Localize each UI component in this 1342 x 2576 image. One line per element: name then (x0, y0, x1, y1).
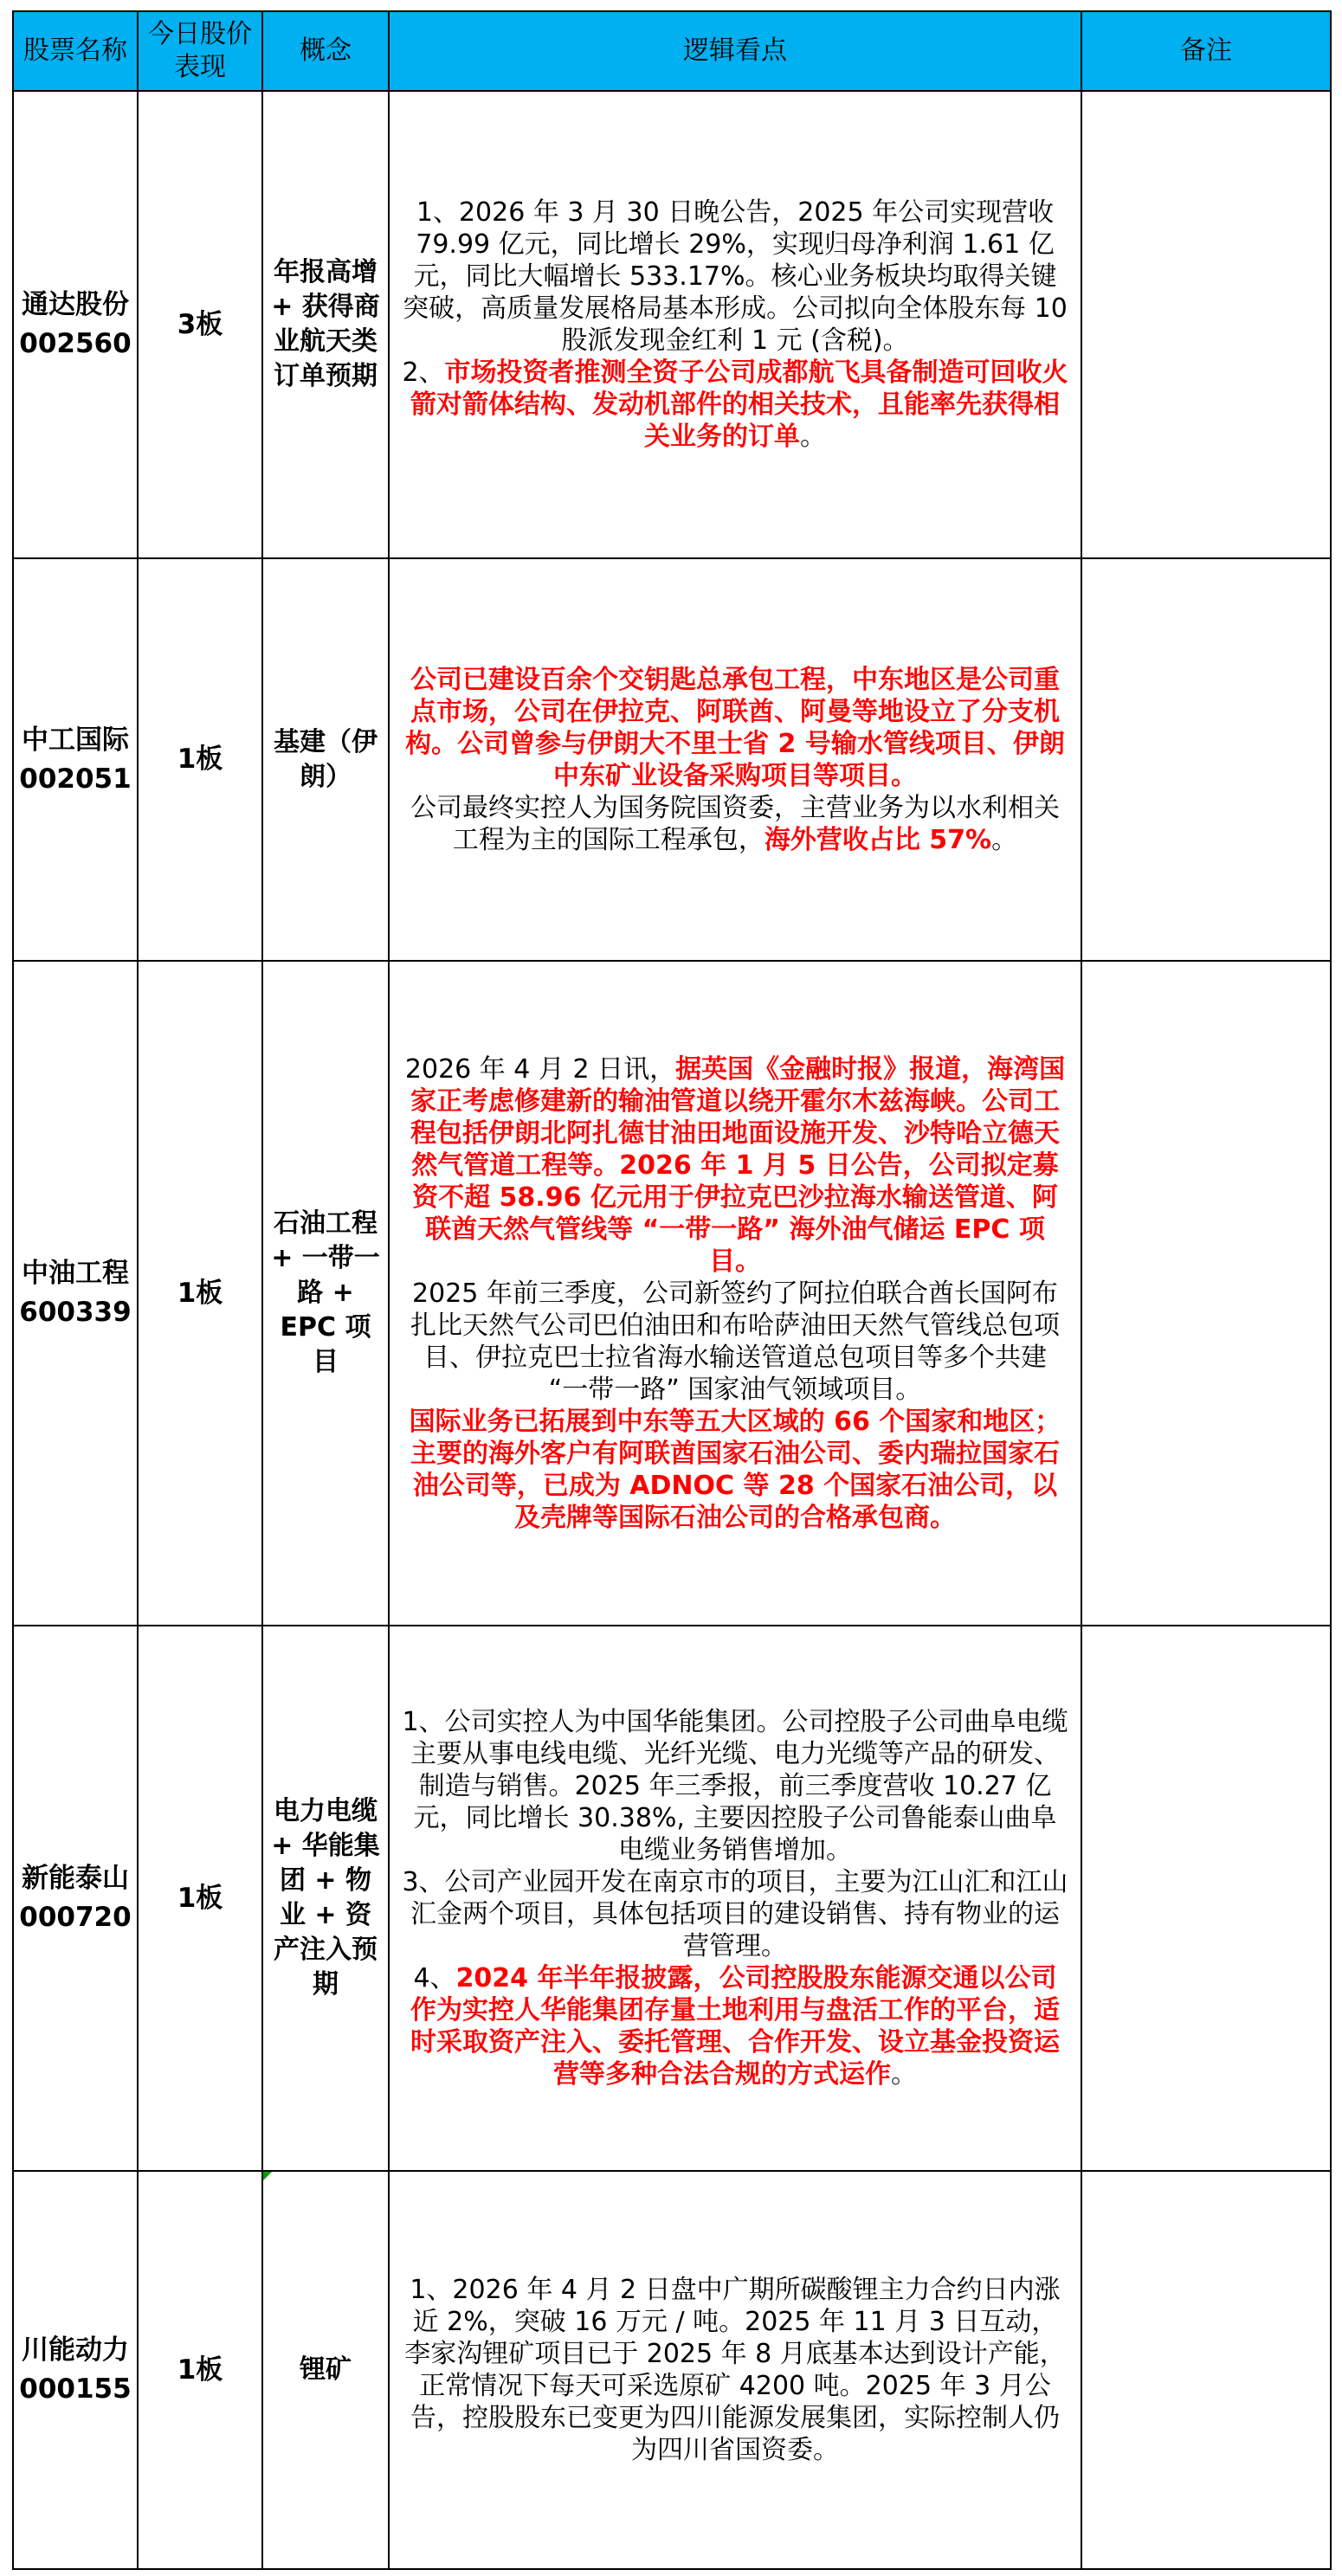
logic-text (389, 961, 1081, 1626)
highlight-text: 2024 年半年报披露，公司控股股东能源交通以公司作为实控人华能集团存量土地利用与盘活工作的平台，适时采取资产注入、委托管理、合作开发、设立基金投资运营等多种合法合规的方式运作 (410, 1963, 1060, 2090)
note (1081, 961, 1331, 1626)
concept-text: 锂矿 (300, 2354, 352, 2385)
stock-name-cell (13, 961, 138, 1626)
stock-code: 002560 (19, 328, 132, 359)
table-row (13, 2171, 1331, 2569)
header-stock-name: 股票名称 (13, 11, 138, 91)
logic-segment: 。 (800, 422, 826, 452)
note (1081, 558, 1331, 961)
logic-segment: 1、2026 年 3 月 30 日晚公告，2025 年公司实现营收 79.99 亿元，同比增长 29%，实现归母净利润 1.61 亿元，同比大幅增长 533.17%。核心业务板块均取得关键突破，高质量发展格局基本形成。公司拟向全体股东每 10 股派发现金红利 1 元 (含税)。 (403, 197, 1068, 356)
logic-segment: 2026 年 4 月 2 日讯， (404, 1053, 676, 1085)
table-row (13, 91, 1331, 558)
logic-segment: 4、 (413, 1963, 456, 1993)
logic-text (389, 91, 1081, 558)
stock-code: 000155 (19, 2373, 132, 2405)
header-logic: 逻辑看点 (389, 11, 1081, 91)
note (1081, 1626, 1331, 2171)
header-concept: 概念 (262, 11, 389, 91)
logic-segment: 3、公司产业园开发在南京市的项目，主要为江山汇和江山汇金两个项目，具体包括项目的建设销售、持有物业的运营管理。 (402, 1867, 1068, 1961)
cell-comment-marker (263, 2172, 272, 2180)
header-row (13, 11, 1331, 91)
stock-table (12, 10, 1332, 2570)
stock-table-container (12, 10, 1330, 2570)
logic-segment: 2025 年前三季度，公司新签约了阿拉伯联合酋长国阿布扎比天然气公司巴伯油田和布哈萨油田天然气管线总包项目、伊拉克巴士拉省海水输送管道总包项目等多个共建 “一带一路” 国家油气领域项目。 (410, 1278, 1060, 1405)
logic-segment: 1、2026 年 4 月 2 日盘中广期所碳酸锂主力合约日内涨近 2%，突破 16 万元 / 吨。2025 年 11 月 3 日互动，李家沟锂矿项目已于 2025 年 8 月底基本达到设计产能，正常情况下每天可采选原矿 4200 吨。2025 年 3 月公告，控股股东已变更为四川能源发展集团，实际控制人仍为四川省国资委。 (404, 2275, 1066, 2465)
logic-segment: 。 (991, 824, 1018, 855)
logic-segment: 1、公司实控人为中国华能集团。公司控股子公司曲阜电缆主要从事电线电缆、光纤光缆、电力光缆等产品的研发、制造与销售。2025 年三季报，前三季度营收 10.27 亿元，同比增长 30.38%, 主要因控股子公司鲁能泰山曲阜电缆业务销售增加。 (402, 1707, 1068, 1865)
table-row (13, 961, 1331, 1626)
logic-text (389, 2171, 1081, 2569)
stock-name: 中工国际 (22, 724, 129, 756)
highlight-text: 据英国《金融时报》报道，海湾国家正考虑修建新的输油管道以绕开霍尔木兹海峡。公司工程包括伊朗北阿扎德甘油田地面设施开发、沙特哈立德天然气管道工程等。2026 年 1 月 5 日公告，公司拟定募资不超 58.96 亿元用于伊拉克巴沙拉海水输送管道、阿联酋天然气管线等 “一带一路” 海外油气储运 EPC 项目。 (410, 1053, 1066, 1277)
stock-code: 002051 (19, 763, 132, 795)
concept (262, 2171, 389, 2569)
header-price-performance: 今日股价表现 (138, 11, 262, 91)
concept: 年报高增 + 获得商业航天类订单预期 (262, 91, 389, 558)
highlight-text: 市场投资者推测全资子公司成都航飞具备制造可回收火箭对箭体结构、发动机部件的相关技术，且能率先获得相关业务的订单 (410, 357, 1068, 452)
stock-code: 000720 (19, 1902, 132, 1933)
logic-text (389, 558, 1081, 961)
note (1081, 91, 1331, 558)
header-note: 备注 (1081, 11, 1331, 91)
price-performance: 1板 (138, 2171, 262, 2569)
logic-segment: 公司最终实控人为国务院国资委，主营业务为以水利相关工程为主的国际工程承包， (410, 792, 1060, 855)
logic-text (389, 1626, 1081, 2171)
highlight-text: 海外营收占比 57% (764, 824, 992, 855)
stock-name-cell (13, 1626, 138, 2171)
concept: 石油工程 + 一带一路 + EPC 项目 (262, 961, 389, 1626)
table-row (13, 558, 1331, 961)
price-performance: 1板 (138, 1626, 262, 2171)
logic-segment: 2、 (402, 357, 445, 388)
table-row (13, 1626, 1331, 2171)
stock-name: 川能动力 (22, 2334, 129, 2366)
stock-name: 通达股份 (22, 289, 129, 320)
concept: 基建（伊朗） (262, 558, 389, 961)
highlight-text: 公司已建设百余个交钥匙总承包工程，中东地区是公司重点市场，公司在伊拉克、阿联酋、阿曼等地设立了分支机构。公司曾参与伊朗大不里士省 2 号输水管线项目、伊朗中东矿业设备采购项目等项目。 (405, 664, 1065, 791)
stock-name-cell (13, 91, 138, 558)
stock-code: 600339 (19, 1297, 132, 1328)
price-performance: 3板 (138, 91, 262, 558)
logic-segment: 。 (891, 2059, 917, 2090)
stock-name-cell (13, 558, 138, 961)
note (1081, 2171, 1331, 2569)
price-performance: 1板 (138, 961, 262, 1626)
stock-name-cell (13, 2171, 138, 2569)
stock-name: 新能泰山 (22, 1863, 129, 1894)
concept: 电力电缆 + 华能集团 + 物业 + 资产注入预期 (262, 1626, 389, 2171)
highlight-text: 国际业务已拓展到中东等五大区域的 66 个国家和地区；主要的海外客户有阿联酋国家石油公司、委内瑞拉国家石油公司等，已成为 ADNOC 等 28 个国家石油公司，以及壳牌等国际石油公司的合格承包商。 (409, 1406, 1061, 1533)
price-performance: 1板 (138, 558, 262, 961)
stock-name: 中油工程 (22, 1258, 129, 1289)
